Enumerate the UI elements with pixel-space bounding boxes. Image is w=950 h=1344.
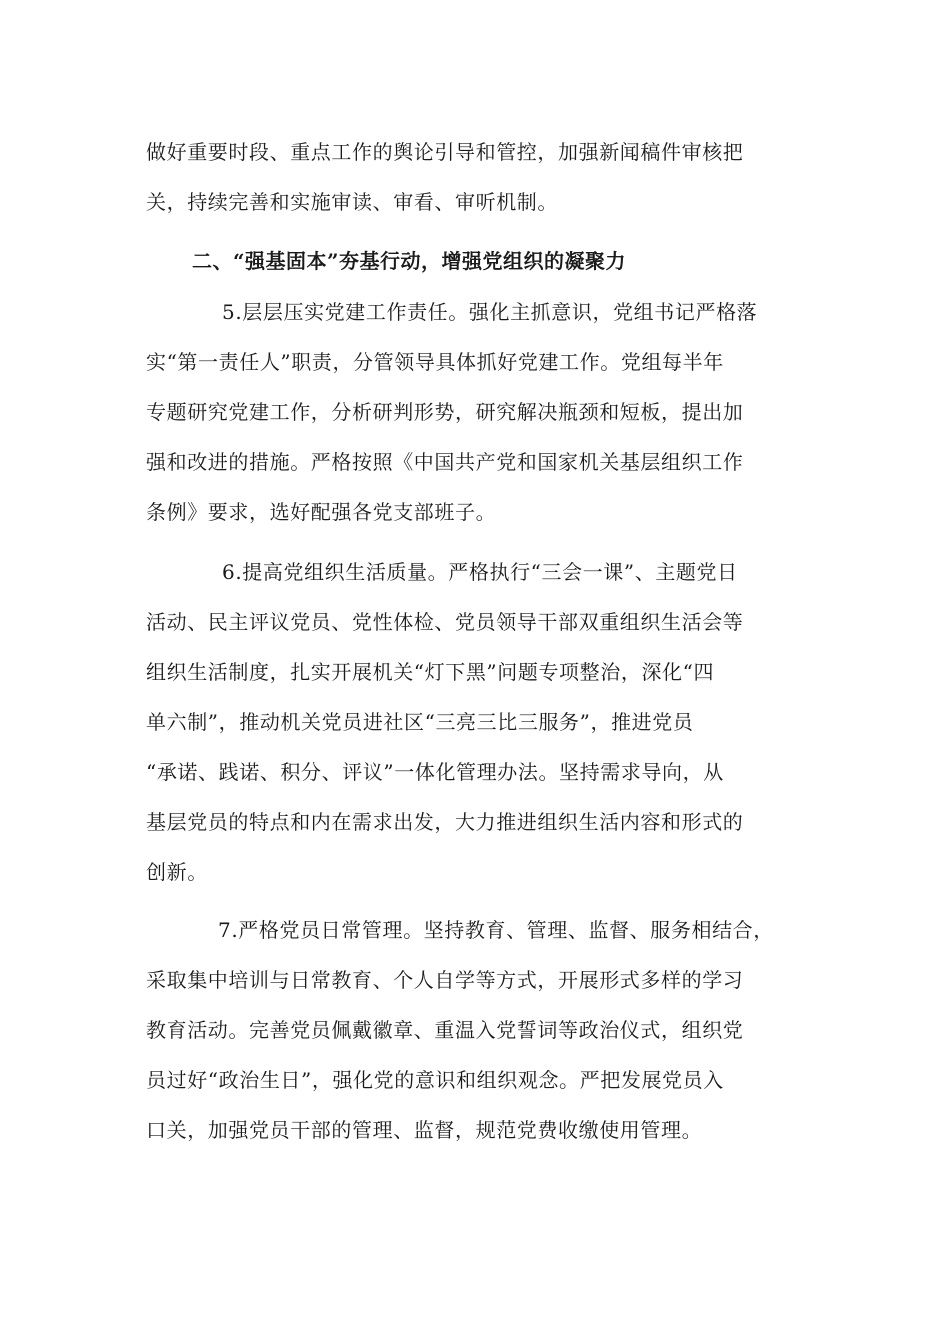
item-6-line: 活动、民主评议党员、党性体检、党员领导干部双重组织生活会等 bbox=[146, 610, 744, 634]
item-7-line: 教育活动。完善党员佩戴徽章、重温入党誓词等政治仪式，组织党 bbox=[146, 1018, 744, 1042]
body-text-line: 关，持续完善和实施审读、审看、审听机制。 bbox=[146, 190, 558, 214]
item-6-line: 组织生活制度，扎实开展机关“灯下黑”问题专项整治，深化“四 bbox=[146, 660, 715, 684]
item-5-line: 实“第一责任人”职责，分管领导具体抓好党建工作。党组每半年 bbox=[146, 350, 724, 374]
item-6-line: 6.提高党组织生活质量。严格执行“三会一课”、主题党日 bbox=[222, 560, 738, 584]
section-heading: 二、“强基固本”夯基行动，增强党组织的凝聚力 bbox=[192, 249, 627, 273]
item-5-line: 强和改进的措施。严格按照《中国共产党和国家机关基层组织工作 bbox=[146, 450, 744, 474]
item-6-line: 创新。 bbox=[146, 860, 208, 884]
item-5-line: 5.层层压实党建工作责任。强化主抓意识，党组书记严格落 bbox=[222, 300, 758, 324]
item-7-line: 员过好“政治生日”，强化党的意识和组织观念。严把发展党员入 bbox=[146, 1068, 724, 1092]
item-6-line: “承诺、践诺、积分、评议”一体化管理办法。坚持需求导向，从 bbox=[146, 760, 724, 784]
item-7-line: 7.严格党员日常管理。坚持教育、管理、监督、服务相结合， bbox=[218, 918, 774, 942]
item-7-line: 口关，加强党员干部的管理、监督，规范党费收缴使用管理。 bbox=[146, 1118, 703, 1142]
item-6-line: 单六制”，推动机关党员进社区“三亮三比三服务”，推进党员 bbox=[146, 710, 694, 734]
item-5-line: 条例》要求，选好配强各党支部班子。 bbox=[146, 500, 497, 524]
item-7-line: 采取集中培训与日常教育、个人自学等方式，开展形式多样的学习 bbox=[146, 968, 744, 992]
item-5-line: 专题研究党建工作，分析研判形势，研究解决瓶颈和短板，提出加 bbox=[146, 400, 744, 424]
item-6-line: 基层党员的特点和内在需求出发，大力推进组织生活内容和形式的 bbox=[146, 810, 744, 834]
body-text-line: 做好重要时段、重点工作的舆论引导和管控，加强新闻稿件审核把 bbox=[146, 140, 744, 164]
